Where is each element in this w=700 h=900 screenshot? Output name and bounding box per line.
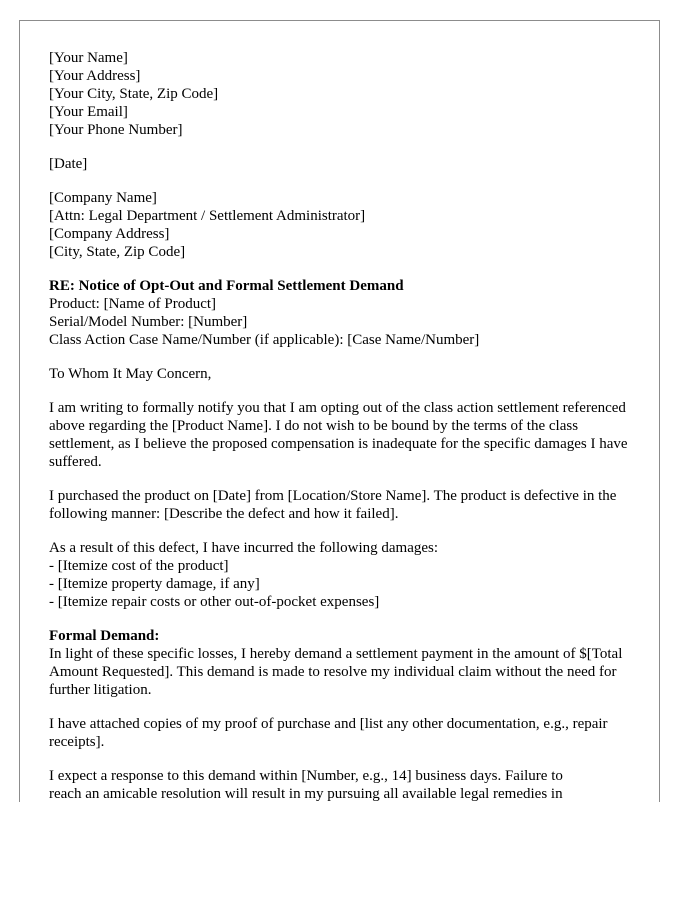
salutation-block xyxy=(49,365,639,383)
re-case: Class Action Case Name/Number (if applicable): [Case Name/Number] xyxy=(49,332,480,348)
purchase-text: I purchased the product on [Date] from [Location/Store Name]. The product is defective in the following manner: [Describe the defect and how it failed]. xyxy=(49,488,617,522)
attachments-paragraph xyxy=(49,715,639,751)
sender-email: [Your Email] xyxy=(49,104,128,120)
recipient-company: [Company Name] xyxy=(49,190,157,206)
response-paragraph xyxy=(49,767,639,802)
recipient-address: [Company Address] xyxy=(49,226,170,242)
damages-block xyxy=(49,539,639,611)
salutation: To Whom It May Concern, xyxy=(49,366,212,382)
sender-block xyxy=(49,49,639,139)
re-block xyxy=(49,277,639,349)
re-serial: Serial/Model Number: [Number] xyxy=(49,314,248,330)
damages-item: - [Itemize repair costs or other out-of-pocket expenses] xyxy=(49,594,380,610)
letter-page xyxy=(19,20,660,802)
date-block xyxy=(49,155,639,173)
purchase-paragraph xyxy=(49,487,639,523)
damages-item: - [Itemize cost of the product] xyxy=(49,558,229,574)
letter-date: [Date] xyxy=(49,156,88,172)
sender-address: [Your Address] xyxy=(49,68,141,84)
attachments-text: I have attached copies of my proof of purchase and [list any other documentation, e.g., repair receipts]. xyxy=(49,716,608,750)
demand-heading: Formal Demand: xyxy=(49,628,160,644)
response-text-line: reach an amicable resolution will result in my pursuing all available legal remedies in xyxy=(49,786,563,802)
sender-phone: [Your Phone Number] xyxy=(49,122,183,138)
recipient-attn: [Attn: Legal Department / Settlement Administrator] xyxy=(49,208,366,224)
response-text-line: I expect a response to this demand within [Number, e.g., 14] business days. Failure to xyxy=(49,768,563,784)
demand-text: In light of these specific losses, I hereby demand a settlement payment in the amount of $[Total Amount Requested]. This demand is made to resolve my individual claim without the need for further litigation. xyxy=(49,646,623,698)
re-product: Product: [Name of Product] xyxy=(49,296,217,312)
recipient-block xyxy=(49,189,639,261)
sender-city-state-zip: [Your City, State, Zip Code] xyxy=(49,86,219,102)
re-heading: RE: Notice of Opt-Out and Formal Settlement Demand xyxy=(49,278,404,294)
letter-body xyxy=(49,49,639,802)
recipient-city-state-zip: [City, State, Zip Code] xyxy=(49,244,186,260)
opt-out-paragraph xyxy=(49,399,639,471)
damages-item: - [Itemize property damage, if any] xyxy=(49,576,260,592)
demand-block xyxy=(49,627,639,699)
sender-name: [Your Name] xyxy=(49,50,128,66)
opt-out-text: I am writing to formally notify you that I am opting out of the class action settlement referenced above regarding the [Product Name]. I do not wish to be bound by the terms of the class settlement, as I believe the proposed compensation is inadequate for the specific damages I have suffered. xyxy=(49,400,628,470)
damages-intro: As a result of this defect, I have incurred the following damages: xyxy=(49,540,439,556)
